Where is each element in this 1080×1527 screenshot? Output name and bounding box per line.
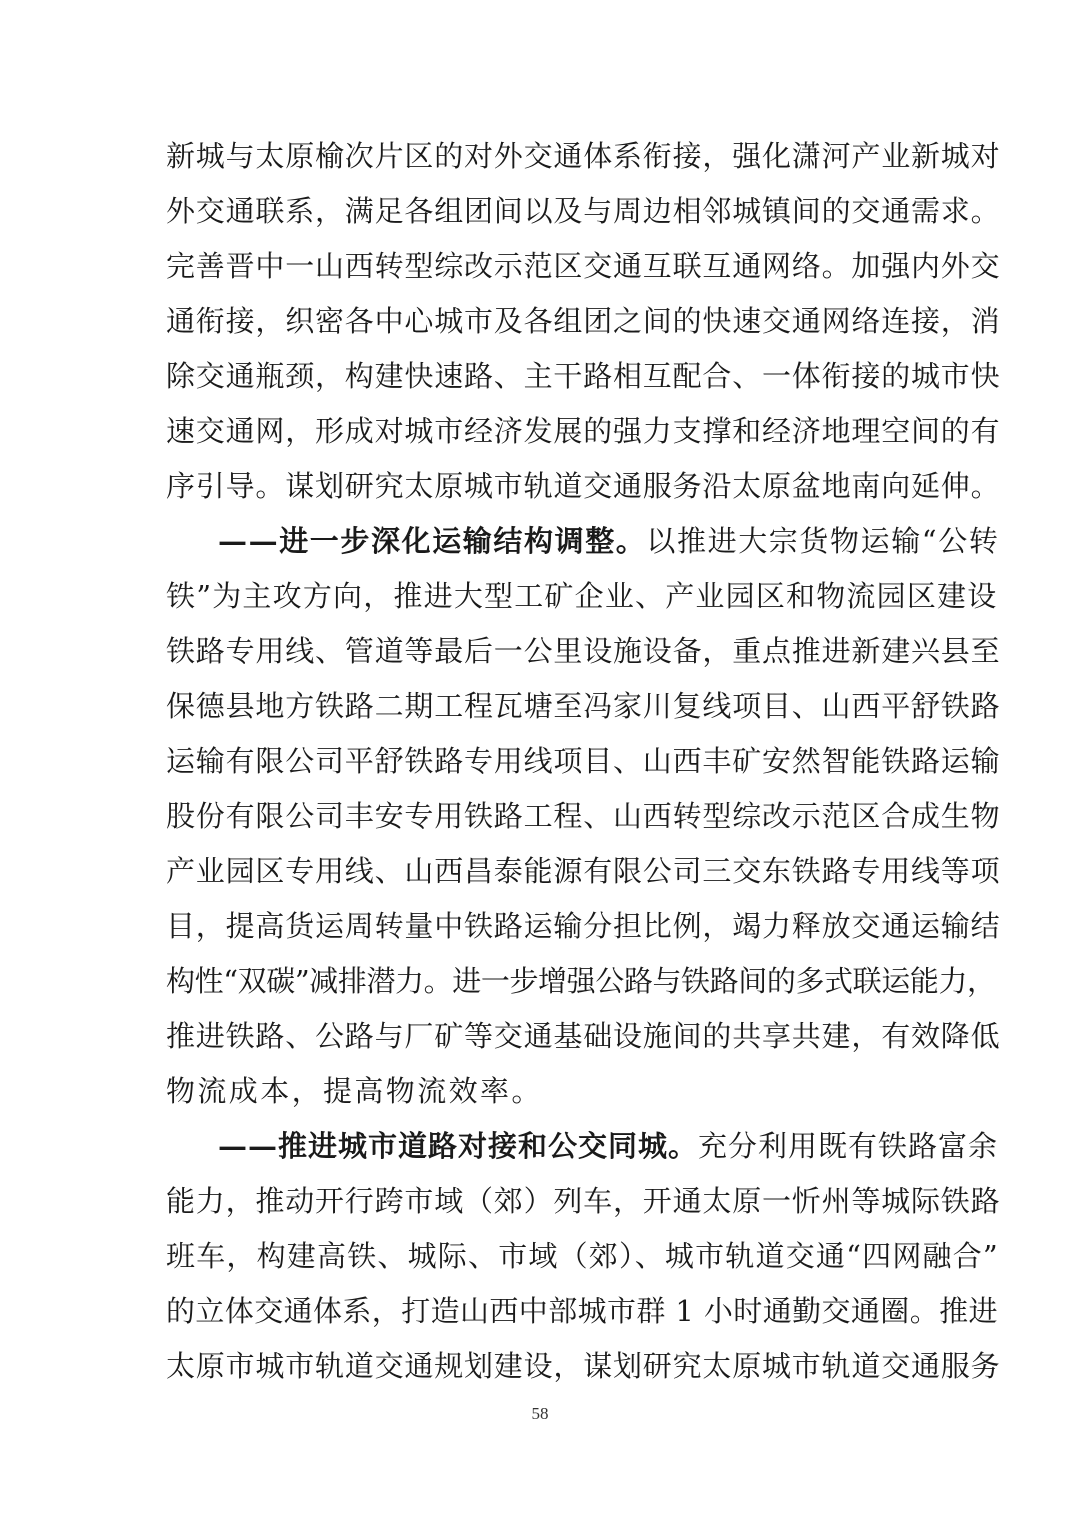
text-line: 铁路专用线、管道等最后一公里设施设备，重点推进新建兴县至 (166, 634, 1001, 668)
text-line: 构性“双碳”减排潜力。进一步增强公路与铁路间的多式联运能力， (166, 964, 996, 998)
section-heading-line (218, 1126, 998, 1166)
text-line: 物流成本，提高物流效率。 (166, 1074, 543, 1108)
text-line: 外交通联系，满足各组团间以及与周边相邻城镇间的交通需求。 (166, 194, 1001, 228)
text-line: 速交通网，形成对城市经济发展的强力支撑和经济地理空间的有 (166, 414, 1001, 448)
text-line: 铁”为主攻方向，推进大型工矿企业、产业园区和物流园区建设 (166, 579, 998, 613)
text-line: 推进铁路、公路与厂矿等交通基础设施间的共享共建，有效降低 (166, 1019, 1001, 1053)
text-line: 序引导。谋划研究太原城市轨道交通服务沿太原盆地南向延伸。 (166, 469, 1001, 503)
text-line: 股份有限公司丰安专用铁路工程、山西转型综改示范区合成生物 (166, 799, 1001, 833)
text-line: 太原市城市轨道交通规划建设，谋划研究太原城市轨道交通服务 (166, 1349, 1001, 1383)
section-heading: ——推进城市道路对接和公交同城。 (218, 1129, 699, 1163)
page-number: 58 (531, 1404, 549, 1423)
text-span: 以推进大宗货物运输“公转 (646, 524, 1000, 558)
text-line: 新城与太原榆次片区的对外交通体系衔接，强化潇河产业新城对 (166, 139, 1001, 173)
text-span: 充分利用既有铁路富余 (698, 1129, 999, 1163)
text-line: 除交通瓶颈，构建快速路、主干路相互配合、一体衔接的城市快 (166, 359, 1001, 393)
text-line: 目，提高货运周转量中铁路运输分担比例，竭力释放交通运输结 (166, 909, 1001, 943)
text-line: 保德县地方铁路二期工程瓦塘至冯家川复线项目、山西平舒铁路 (166, 689, 1001, 723)
text-line: 产业园区专用线、山西昌泰能源有限公司三交东铁路专用线等项 (166, 854, 1001, 888)
section-heading: ——进一步深化运输结构调整。 (218, 524, 647, 558)
text-line: 运输有限公司平舒铁路专用线项目、山西丰矿安然智能铁路运输 (166, 744, 1001, 778)
text-line: 能力，推动开行跨市域（郊）列车，开通太原一忻州等城际铁路 (166, 1184, 1001, 1218)
text-line: 的立体交通体系，打造山西中部城市群 1 小时通勤交通圈。推进 (166, 1294, 998, 1328)
text-line: 通衔接，织密各中心城市及各组团之间的快速交通网络连接，消 (166, 304, 1001, 338)
section-heading-line (218, 521, 999, 561)
text-line: 完善晋中一山西转型综改示范区交通互联互通网络。加强内外交 (166, 249, 1001, 283)
text-line: 班车，构建高铁、城际、市域（郊）、城市轨道交通“四网融合” (166, 1239, 999, 1273)
